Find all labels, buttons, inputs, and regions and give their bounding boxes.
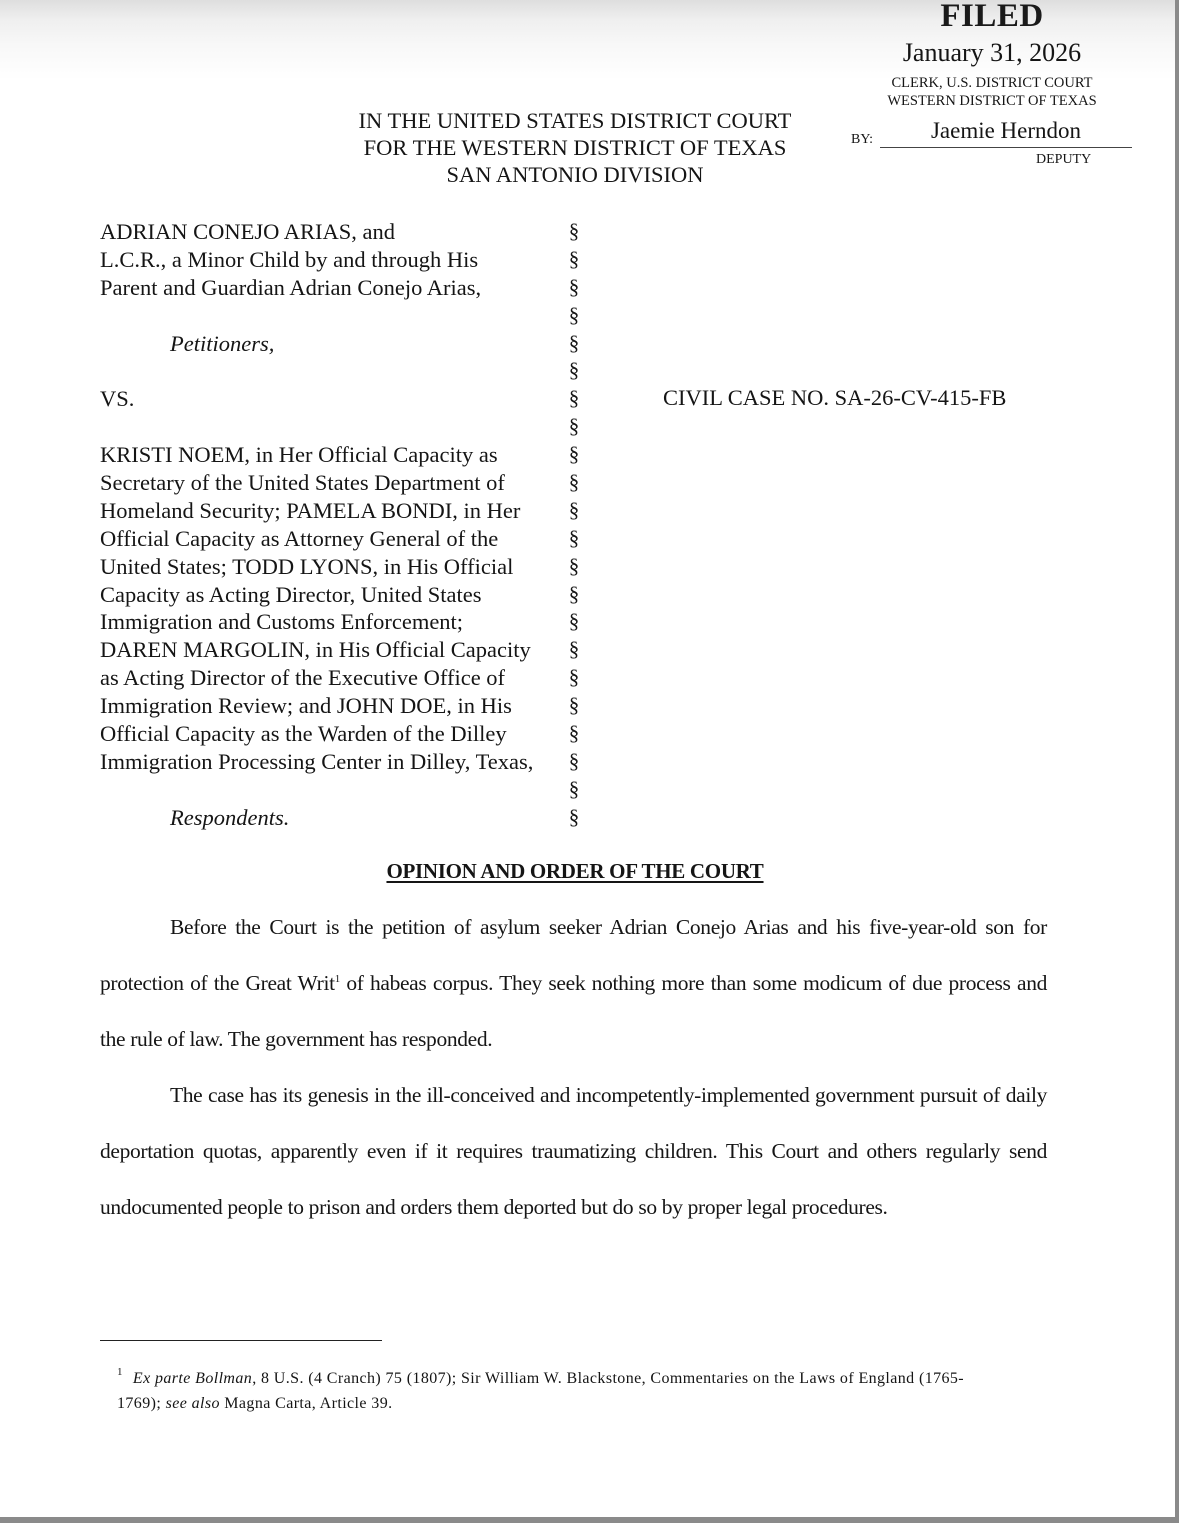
section-symbol-column: [566, 218, 582, 832]
section-symbol: §: [568, 386, 580, 411]
paragraph-1-text-b: of habeas corpus. They seek nothing more than some modicum of due process and the rule of law. The government has responded.: [100, 970, 1048, 1051]
respondent-line: Immigration Processing Center in Dilley, Texas,: [100, 748, 534, 774]
footnote-tail: Magna Carta, Article 39.: [219, 1395, 393, 1412]
section-symbol: §: [568, 525, 580, 550]
section-symbol: §: [568, 804, 580, 829]
section-symbol: §: [568, 693, 580, 718]
respondent-line: Secretary of the United States Department of: [100, 470, 505, 496]
court-heading: [320, 107, 830, 188]
viewer-edge-right: [1175, 0, 1179, 1523]
opinion-title: OPINION AND ORDER OF THE COURT: [386, 859, 764, 883]
viewer-edge-bottom: [0, 1517, 1179, 1523]
signature-line: [880, 147, 1132, 148]
footnote-signal: see also: [165, 1395, 220, 1412]
stamp-clerk: [850, 74, 1134, 110]
court-line-1: IN THE UNITED STATES DISTRICT COURT: [358, 108, 792, 133]
petitioner-line: ADRIAN CONEJO ARIAS, and: [100, 219, 396, 244]
petitioner-line: L.C.R., a Minor Child by and through His: [100, 246, 479, 272]
section-symbol: §: [568, 414, 580, 439]
respondent-line: United States; TODD LYONS, in His Official: [100, 553, 514, 579]
section-symbol: §: [568, 330, 580, 355]
section-symbol: §: [568, 637, 580, 662]
section-symbol: §: [568, 246, 580, 271]
petitioner-line: Parent and Guardian Adrian Conejo Arias,: [100, 274, 482, 300]
paragraph-2-text: The case has its genesis in the ill-conceived and incompetently-implemented government pursuit of daily deportation quotas, apparently even if it requires traumatizing children. This Court and others regularly send undocumented people to prison and orders them deported but do so by proper legal procedures.: [100, 1083, 1047, 1219]
respondent-line: Immigration Review; and JOHN DOE, in His: [100, 693, 512, 719]
section-symbol: §: [568, 553, 580, 578]
footnote-citation: , 8 U.S. (4 Cranch) 75 (1807); Sir William W. Blackstone, Commentaries on the Laws of England (1765-1769);: [117, 1370, 965, 1412]
section-symbol: §: [568, 776, 580, 801]
stamp-signer: Jaemie Herndon: [930, 118, 1082, 143]
opinion-paragraph-1: [100, 900, 1047, 1068]
court-line-3: SAN ANTONIO DIVISION: [446, 162, 704, 187]
footnote: [117, 1367, 977, 1416]
footnote-divider: [100, 1340, 382, 1341]
section-symbol: §: [568, 609, 580, 634]
respondent-line: Official Capacity as Attorney General of the: [100, 525, 499, 551]
section-symbol: §: [568, 219, 580, 243]
section-symbol: §: [568, 748, 580, 773]
section-symbol: §: [568, 442, 580, 467]
respondent-line: DAREN MARGOLIN, in His Official Capacity: [100, 637, 531, 663]
respondent-line: Homeland Security; PAMELA BONDI, in Her: [100, 497, 521, 523]
respondent-line: Capacity as Acting Director, United States: [100, 581, 482, 607]
stamp-date: January 31, 2026: [902, 38, 1082, 67]
respondent-line: as Acting Director of the Executive Office of: [100, 665, 506, 691]
stamp-title: FILED: [940, 0, 1044, 34]
section-symbol: §: [568, 470, 580, 495]
section-symbol: §: [568, 581, 580, 606]
section-symbol: §: [568, 665, 580, 690]
respondent-line: KRISTI NOEM, in Her Official Capacity as: [100, 442, 498, 468]
section-symbol: §: [568, 497, 580, 522]
petitioners-label: Petitioners,: [170, 330, 275, 356]
section-symbol: §: [568, 721, 580, 746]
stamp-role: DEPUTY: [1036, 152, 1092, 167]
respondents-label: Respondents.: [170, 804, 290, 830]
footnote-case-name: Ex parte Bollman: [132, 1370, 253, 1387]
footnote-number: 1: [117, 1366, 123, 1378]
paragraph-1-text-a: Before the Court is the petition of asylum seeker Adrian Conejo Arias and his five-year-old son for protection of the Great Writ: [100, 915, 1047, 995]
court-line-2: FOR THE WESTERN DISTRICT OF TEXAS: [363, 135, 787, 160]
section-symbol: §: [568, 358, 580, 383]
footnote-reference[interactable]: 1: [334, 972, 340, 985]
versus-label: VS.: [100, 386, 135, 412]
stamp-clerk-line1: CLERK, U.S. DISTRICT COURT: [891, 75, 1093, 91]
respondent-line: Immigration and Customs Enforcement;: [100, 609, 464, 635]
section-symbol: §: [568, 302, 580, 327]
respondent-line: Official Capacity as the Warden of the Dilley: [100, 721, 507, 747]
stamp-by-label: BY:: [851, 132, 874, 147]
opinion-paragraph-2: [100, 1068, 1047, 1236]
section-symbol: §: [568, 274, 580, 299]
stamp-clerk-line2: WESTERN DISTRICT OF TEXAS: [887, 93, 1097, 109]
case-number: CIVIL CASE NO. SA-26-CV-415-FB: [663, 385, 1007, 410]
